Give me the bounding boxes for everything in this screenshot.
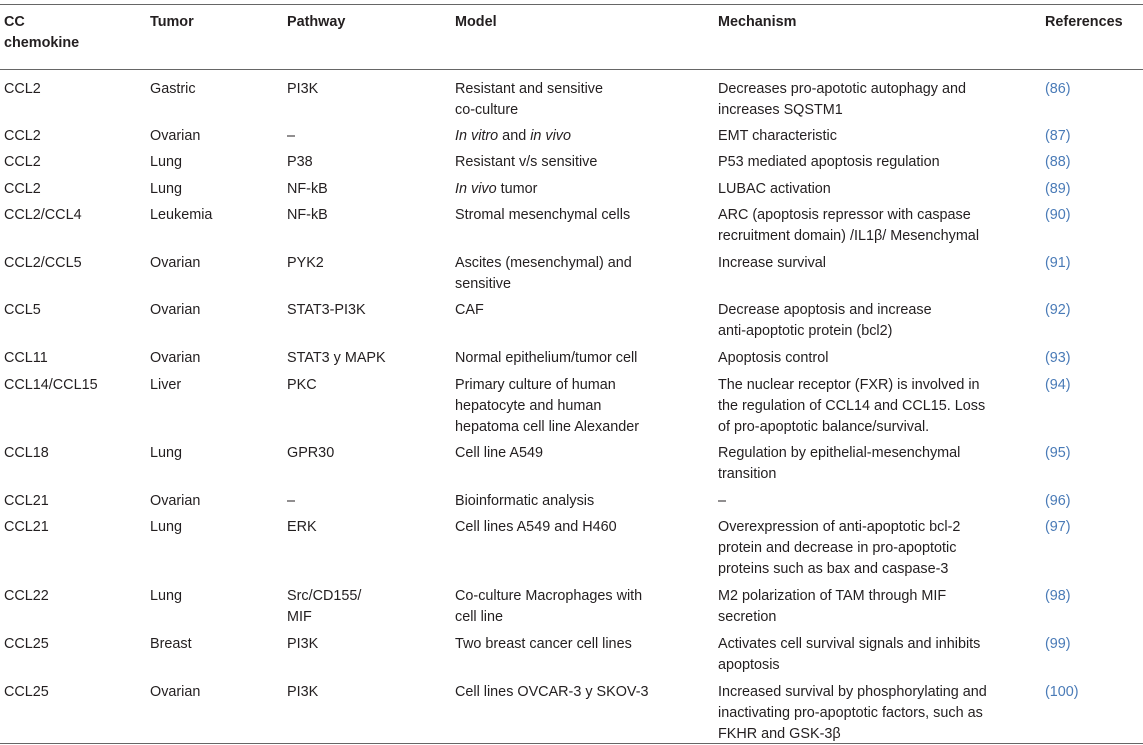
reference-link[interactable]: (93) [1045, 350, 1071, 366]
header-references: References [1045, 14, 1123, 30]
model-cell: CAF [455, 302, 484, 318]
chemokine-cell: CCL2/CCL5 [4, 255, 82, 271]
model-cell [455, 179, 710, 200]
reference-link[interactable]: (91) [1045, 255, 1071, 271]
pathway-cell: NF-kB [287, 181, 328, 197]
table-header-row [0, 12, 1143, 62]
mechanism-cell: Activates cell survival signals and inhibits apoptosis [718, 636, 981, 673]
tumor-cell: Ovarian [150, 684, 201, 700]
chemokine-cell: CCL21 [4, 493, 49, 509]
mechanism-cell: M2 polarization of TAM through MIF secretion [718, 588, 947, 625]
tumor-cell: Ovarian [150, 255, 201, 271]
pathway-cell: PI3K [287, 636, 319, 652]
model-text: tumor [496, 181, 538, 197]
pathway-cell: PKC [287, 377, 317, 393]
reference-link[interactable]: (90) [1045, 207, 1071, 223]
model-italic-text: In vivo [455, 181, 497, 197]
chemokine-cell: CCL2 [4, 154, 41, 170]
reference-link[interactable]: (94) [1045, 377, 1071, 393]
tumor-cell: Liver [150, 377, 182, 393]
chemokine-cell: CCL5 [4, 302, 41, 318]
mechanism-cell: Regulation by epithelial-mesenchymal transition [718, 445, 961, 482]
mechanism-cell: LUBAC activation [718, 181, 831, 197]
mechanism-cell: Overexpression of anti-apoptotic bcl-2 protein and decrease in pro-apoptotic proteins such as bax and caspase-3 [718, 519, 961, 577]
tumor-cell: Ovarian [150, 493, 201, 509]
pathway-cell: PI3K [287, 81, 319, 97]
reference-link[interactable]: (86) [1045, 81, 1071, 97]
model-cell: Co-culture Macrophages with cell line [455, 588, 643, 625]
reference-link[interactable]: (89) [1045, 181, 1071, 197]
reference-link[interactable]: (96) [1045, 493, 1071, 509]
tumor-cell: Gastric [150, 81, 196, 97]
header-model: Model [455, 14, 497, 30]
model-cell: Stromal mesenchymal cells [455, 207, 631, 223]
model-cell: Resistant v/s sensitive [455, 154, 598, 170]
mechanism-cell: EMT characteristic [718, 128, 837, 144]
pathway-cell: STAT3 y MAPK [287, 350, 386, 366]
header-mechanism: Mechanism [718, 14, 797, 30]
chemokine-cell: CCL2 [4, 181, 41, 197]
chemokine-cell: CCL25 [4, 684, 49, 700]
chemokine-cell: CCL22 [4, 588, 49, 604]
header-cc-chemokine: CC chemokine [4, 14, 80, 51]
chemokine-cell: CCL2 [4, 128, 41, 144]
chemokine-cell: CCL2/CCL4 [4, 207, 82, 223]
header-pathway: Pathway [287, 14, 346, 30]
pathway-cell: GPR30 [287, 445, 335, 461]
header-tumor: Tumor [150, 14, 194, 30]
mechanism-cell: Increase survival [718, 255, 826, 271]
chemokine-cell: CCL18 [4, 445, 49, 461]
mechanism-cell: Apoptosis control [718, 350, 829, 366]
mechanism-cell: The nuclear receptor (FXR) is involved in the regulation of CCL14 and CCL15. Loss of pro-apoptotic balance/survival. [718, 377, 986, 435]
model-cell: Normal epithelium/tumor cell [455, 350, 638, 366]
pathway-cell: PYK2 [287, 255, 324, 271]
tumor-cell: Breast [150, 636, 192, 652]
tumor-cell: Leukemia [150, 207, 213, 223]
reference-link[interactable]: (87) [1045, 128, 1071, 144]
mechanism-cell: Decreases pro-apototic autophagy and increases SQSTM1 [718, 81, 966, 118]
model-cell: Primary culture of human hepatocyte and human hepatoma cell line Alexander [455, 377, 640, 435]
model-text: and [498, 128, 531, 144]
model-cell: Bioinformatic analysis [455, 493, 595, 509]
reference-link[interactable]: (100) [1045, 684, 1079, 700]
pathway-cell: – [287, 493, 296, 509]
reference-link[interactable]: (88) [1045, 154, 1071, 170]
tumor-cell: Lung [150, 588, 183, 604]
chemokine-cell: CCL11 [4, 350, 48, 366]
pathway-cell: Src/CD155/ MIF [287, 588, 362, 625]
tumor-cell: Lung [150, 154, 183, 170]
tumor-cell: Lung [150, 181, 183, 197]
chemokine-cell: CCL21 [4, 519, 49, 535]
reference-link[interactable]: (98) [1045, 588, 1071, 604]
pathway-cell: ERK [287, 519, 317, 535]
pathway-cell: PI3K [287, 684, 319, 700]
mechanism-cell: Decrease apoptosis and increase anti-apoptotic protein (bcl2) [718, 302, 932, 339]
table-bottom-rule [0, 743, 1143, 744]
tumor-cell: Ovarian [150, 302, 201, 318]
model-cell: Cell lines A549 and H460 [455, 519, 617, 535]
model-cell: Two breast cancer cell lines [455, 636, 632, 652]
reference-link[interactable]: (97) [1045, 519, 1071, 535]
chemokine-cell: CCL25 [4, 636, 49, 652]
chemokine-cell: CCL2 [4, 81, 41, 97]
chemokine-cell: CCL14/CCL15 [4, 377, 98, 393]
pathway-cell: – [287, 128, 296, 144]
model-cell: Cell lines OVCAR-3 y SKOV-3 [455, 684, 649, 700]
pathway-cell: NF-kB [287, 207, 328, 223]
model-cell: Cell line A549 [455, 445, 544, 461]
pathway-cell: P38 [287, 154, 313, 170]
mechanism-cell: ARC (apoptosis repressor with caspase recruitment domain) /IL1β/ Mesenchymal [718, 207, 980, 244]
mechanism-cell: Increased survival by phosphorylating and inactivating pro-apoptotic factors, such as FKHR and GSK-3β [718, 684, 987, 742]
reference-link[interactable]: (99) [1045, 636, 1071, 652]
table-header-rule [0, 69, 1143, 70]
mechanism-cell: – [718, 493, 727, 509]
pathway-cell: STAT3-PI3K [287, 302, 366, 318]
reference-link[interactable]: (92) [1045, 302, 1071, 318]
reference-link[interactable]: (95) [1045, 445, 1071, 461]
model-cell [455, 126, 710, 147]
model-cell: Ascites (mesenchymal) and sensitive [455, 255, 632, 292]
model-italic-text: In vitro [455, 128, 499, 144]
table-top-rule [0, 4, 1143, 5]
tumor-cell: Lung [150, 519, 183, 535]
tumor-cell: Ovarian [150, 128, 201, 144]
tumor-cell: Ovarian [150, 350, 201, 366]
tumor-cell: Lung [150, 445, 183, 461]
model-italic-text: in vivo [530, 128, 571, 144]
mechanism-cell: P53 mediated apoptosis regulation [718, 154, 940, 170]
model-cell: Resistant and sensitive co-culture [455, 81, 603, 118]
